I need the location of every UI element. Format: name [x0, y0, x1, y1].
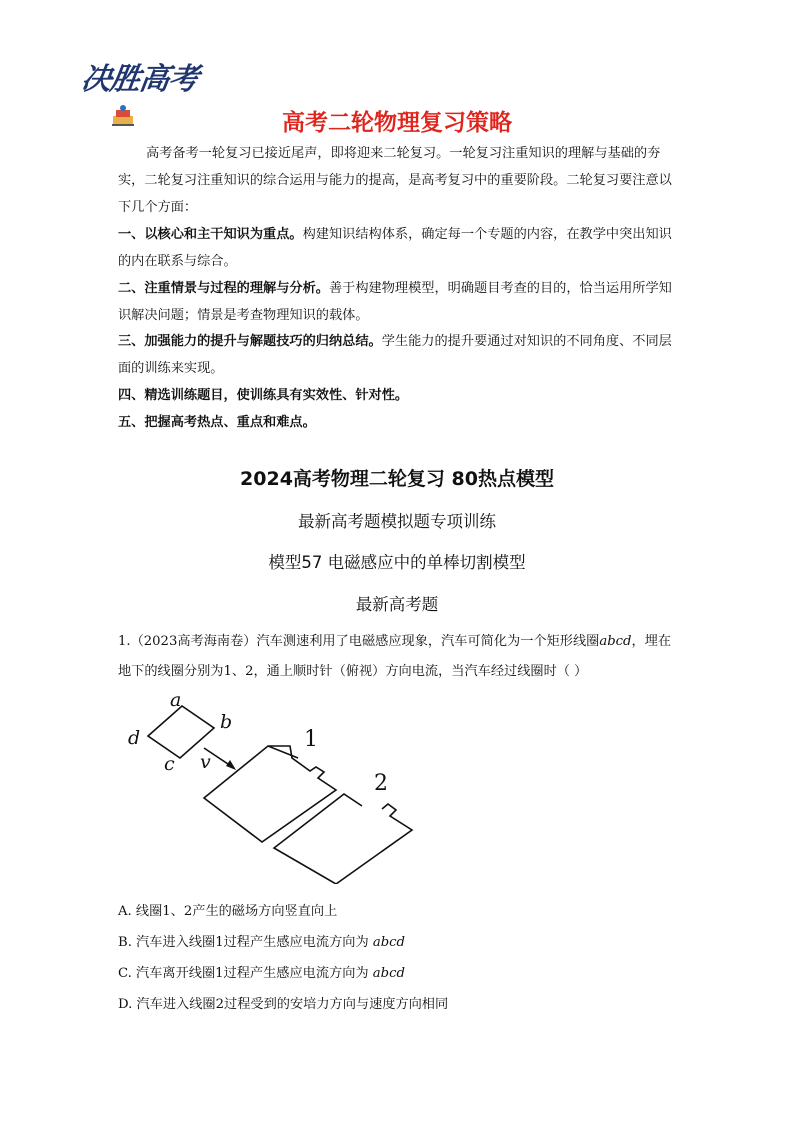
option-a-text: A. 线圈1、2产生的磁场方向竖直向上 — [118, 904, 338, 919]
label-c: c — [164, 753, 175, 775]
point-1-text: 构建知识结构体系，确定每一个专题的内容，在教学中突出知识的内在联系与综合。 — [118, 227, 672, 269]
point-3-heading: 三、加强能力的提升与解题技巧的归纳总结。 — [118, 334, 382, 349]
label-v: v — [200, 751, 211, 773]
option-c-abcd: abcd — [372, 966, 405, 981]
point-5-heading: 五、把握高考热点、重点和难点。 — [118, 415, 316, 430]
subtitle-training: 最新高考题模拟题专项训练 — [298, 512, 496, 531]
label-b: b — [220, 711, 233, 733]
question-source: （2023高考海南卷） — [130, 634, 257, 649]
option-b-abcd: abcd — [372, 935, 405, 950]
point-4 — [118, 382, 678, 409]
intro-paragraph: 高考备考一轮复习已接近尾声，即将迎来二轮复习。一轮复习注重知识的理解与基础的夯实，二轮复习注重知识的综合运用与能力的提高，是高考复习中的重要阶段。二轮复习要注意以下几个方面： — [118, 146, 672, 215]
point-4-heading: 四、精选训练题目，使训练具有实效性、针对性。 — [118, 388, 409, 403]
coil-2-outline — [274, 794, 412, 884]
option-b — [118, 931, 405, 950]
option-c-text: C. 汽车离开线圈1过程产生感应电流方向为 — [118, 966, 373, 981]
question-1 — [118, 627, 678, 687]
velocity-arrowhead — [226, 760, 236, 770]
coil-diagram — [118, 688, 428, 884]
option-b-text: B. 汽车进入线圈1过程产生感应电流方向为 — [118, 935, 373, 950]
label-d: d — [128, 727, 141, 749]
point-1 — [118, 221, 678, 275]
option-c — [118, 962, 405, 981]
point-2-heading: 二、注重情景与过程的理解与分析。 — [118, 281, 329, 296]
main-title: 2024高考物理二轮复习 80热点模型 — [240, 468, 554, 490]
option-a — [118, 900, 337, 919]
question-text-after: ，埋在地下的线圈分别为1、2，通上顺时针（俯视）方向电流，当汽车经过线圈时（ ） — [118, 634, 672, 679]
question-abcd: abcd — [599, 634, 632, 649]
label-a: a — [170, 689, 182, 711]
banner-title: 高考二轮物理复习策略 — [282, 110, 512, 136]
point-5 — [118, 409, 678, 436]
subtitle-latest: 最新高考题 — [355, 595, 439, 614]
option-d — [118, 993, 448, 1012]
option-d-text: D. 汽车进入线圈2过程受到的安培力方向与速度方向相同 — [118, 997, 449, 1012]
point-1-heading: 一、以核心和主干知识为重点。 — [118, 227, 303, 242]
point-2-text: 善于构建物理模型，明确题目考查的目的，恰当运用所学知识解决问题；情景是考查物理知识的载体。 — [118, 281, 672, 323]
label-1: 1 — [304, 727, 318, 752]
label-2: 2 — [374, 771, 388, 796]
coil-1 — [204, 746, 338, 842]
logo-text: 决胜高考 — [79, 62, 200, 97]
point-2 — [118, 275, 678, 329]
point-3-text: 学生能力的提升要通过对知识的不同角度、不同层面的训练来实现。 — [118, 334, 672, 376]
question-number: 1. — [118, 634, 131, 649]
question-text-before: 汽车测速利用了电磁感应现象，汽车可简化为一个矩形线圈 — [256, 634, 600, 649]
subtitle-model: 模型57 电磁感应中的单棒切割模型 — [268, 553, 526, 572]
point-3 — [118, 328, 678, 382]
